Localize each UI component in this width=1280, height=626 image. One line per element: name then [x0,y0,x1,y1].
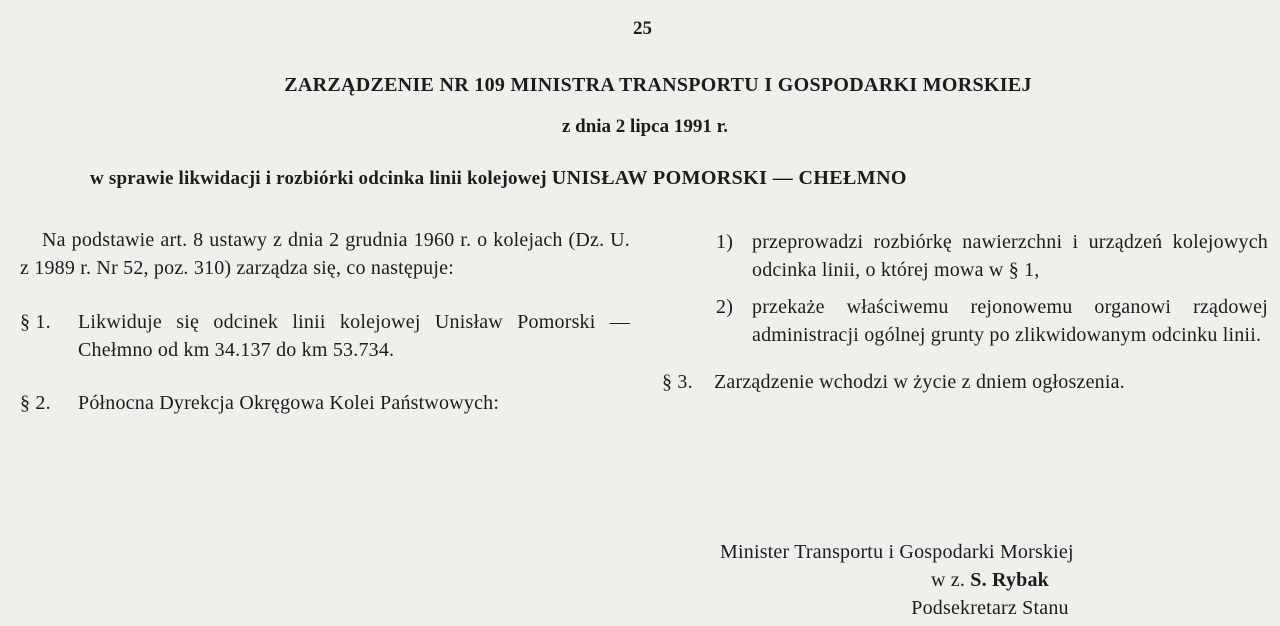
signature-signer [720,566,1200,594]
section-1-text: Likwiduje się odcinek linii kolejowej Unisław Pomorski — Chełmno od km 34.137 do km 53.734. [78,311,630,361]
item-2-text: przekaże właściwemu rejonowemu organowi rządowej administracji ogólnej grunty po zlikwidowanym odcinku linii. [752,296,1268,346]
subject-prefix: w sprawie likwidacji i rozbiórki odcinka linii kolejowej [90,168,547,189]
signature-role: Podsekretarz Stanu [911,597,1069,619]
section-1-mark: § 1. [20,311,51,333]
right-column [662,229,1268,397]
document-title: ZARZĄDZENIE NR 109 MINISTRA TRANSPORTU I GOSPODARKI MORSKIEJ [284,74,1032,96]
signature-prefix: w z. [930,569,966,591]
item-2-mark: 2) [716,296,734,318]
signer-name: S. Rybak [970,569,1050,591]
section-2 [20,390,630,418]
signature-block [720,538,1200,622]
document-subject [90,167,907,190]
item-1-text: przeprowadzi rozbiórkę nawierzchni i urządzeń kolejowych odcinka linii, o której mowa w § 1, [752,231,1268,281]
left-column [20,227,630,418]
section-3-mark: § 3. [662,371,693,393]
signature-office: Minister Transportu i Gospodarki Morskiej [720,541,1074,563]
document-date: z dnia 2 lipca 1991 r. [561,116,729,137]
intro-paragraph: Na podstawie art. 8 ustawy z dnia 2 grudnia 1960 r. o kolejach (Dz. U. z 1989 r. Nr 52, poz. 310) zarządza się, co następuje: [20,229,630,279]
item-1-mark: 1) [716,231,734,253]
section-3-text: Zarządzenie wchodzi w życie z dniem ogłoszenia. [714,371,1125,393]
section-1 [20,309,630,364]
section-3 [662,369,1268,397]
section-2-text: Północna Dyrekcja Okręgowa Kolei Państwowych: [78,392,500,414]
subject-line-name: UNISŁAW POMORSKI — CHEŁMNO [551,167,907,189]
item-2 [662,294,1268,349]
section-2-mark: § 2. [20,392,51,414]
page-number: 25 [633,18,652,39]
item-1 [662,229,1268,284]
